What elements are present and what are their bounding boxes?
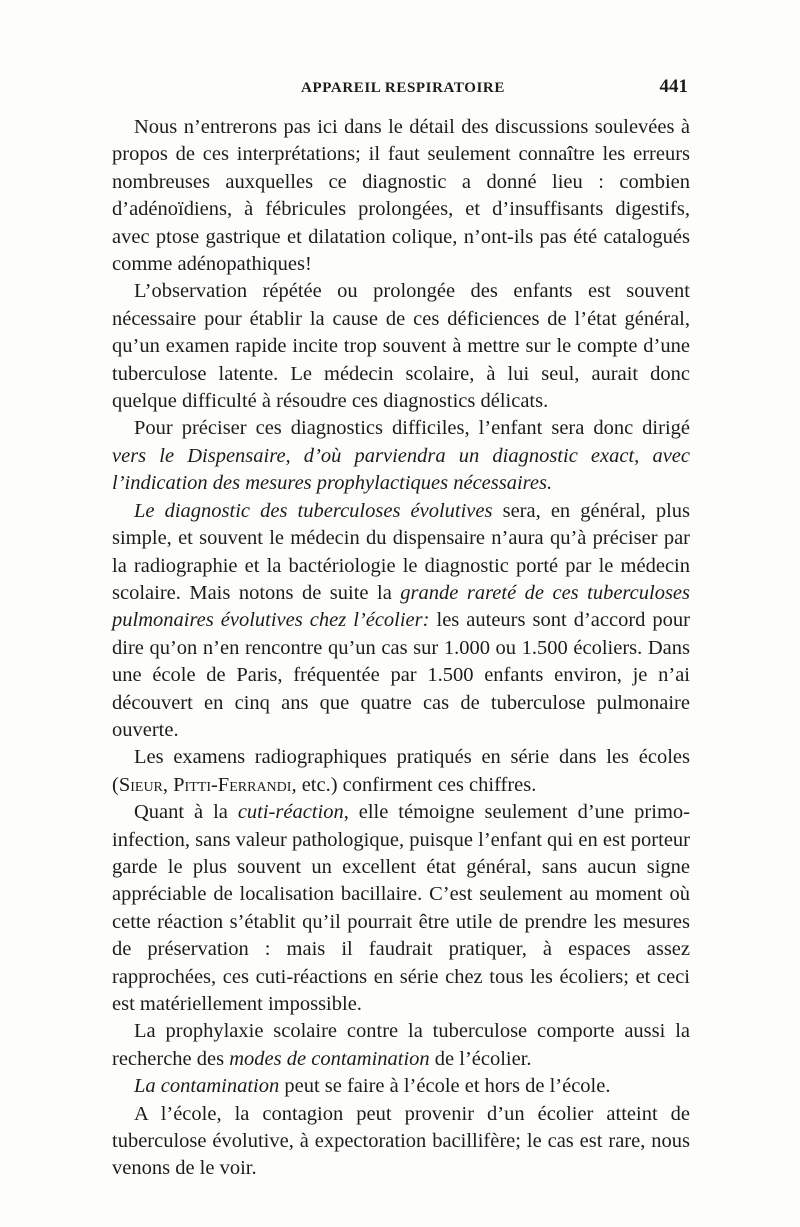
italic-text: grande rareté de ces tuberculoses pulmonaires évolutives chez l’écolier: [112,581,690,632]
text-run: sera, en général, plus simple, et souvent le médecin du dispensaire n’aura qu’à préciser par la radiographie et la bactériologie le diagnostic porté par le médecin scolaire. Mais notons de suite la [112,499,690,604]
italic-text: Le diagnostic des tuberculoses évolutives [134,499,493,522]
paragraph [112,1018,690,1073]
italic-text: La contamination [134,1075,280,1098]
text-run: les auteurs sont d’accord pour dire qu’on n’en rencontre qu’un cas sur 1.000 ou 1.500 écoliers. Dans une école de Paris, fréquentée par 1.500 enfants environ, je n’ai découvert en cinq ans que quatre cas de tuberculose pulmonaire ouverte. [112,609,691,741]
text-run: La prophylaxie scolaire contre la tuberculose comporte aussi la recherche des [112,1020,690,1070]
running-head [118,78,688,102]
paragraph [112,278,690,415]
text-run: , [162,773,174,796]
italic-text: vers le Dispensaire, d’où parviendra un diagnostic exact, avec l’indication des mesures prophylactiques nécessaires. [112,444,690,495]
running-title: APPAREIL RESPIRATOIRE [301,80,505,96]
italic-text: modes de contamination [229,1047,430,1070]
author-name: Sieur [118,773,163,796]
paragraph [112,1101,690,1183]
text-run: A l’école, la contagion peut provenir d’un écolier atteint de tuberculose évolutive, à expectoration bacillifère; le cas est rare, nous venons de le voir. [112,1102,690,1180]
italic-text: cuti-réaction [237,801,344,824]
text-run: Nous n’entrerons pas ici dans le détail des discussions soulevées à propos de ces interprétations; il faut seulement connaître les erreurs nombreuses auxquelles ce diagnostic a donné lieu : combien d’adénoïdiens, à fébricules prolongées, et d’insuffisants digestifs, avec ptose gastrique et dilatation colique, n’ont-ils pas été catalogués comme adénopathiques! [112,116,690,276]
text-run: Quant à la [134,801,238,824]
body-text [112,114,690,1183]
text-run: Les examens radiographiques pratiqués en série dans les écoles ( [112,746,690,796]
paragraph [112,799,690,1018]
author-name: Pitti-Ferrandi [173,773,292,796]
page-number: 441 [659,76,688,97]
text-run: , etc.) confirment ces chiffres. [291,773,537,796]
paragraph [112,415,690,497]
text-run: , elle témoigne seulement d’une primo-infection, sans valeur pathologique, puisque l’enfant qui en est porteur garde le plus souvent un excellent état général, sans aucun signe appréciable de localisation bacillaire. C’est seulement au moment où cette réaction s’établit qu’il pourrait être utile de prendre les mesures de préservation : mais il faudrait pratiquer, à espaces assez rapprochées, ces cuti-réactions en série chez tous les écoliers; et ceci est matériellement impossible. [112,801,690,1015]
paragraph [112,744,690,799]
text-run: L’observation répétée ou prolongée des enfants est souvent nécessaire pour établir la cause de ces déficiences de l’état général, qu’un examen rapide incite trop souvent à mettre sur le compte d’une tuberculose latente. Le médecin scolaire, à lui seul, aurait donc quelque difficulté à résoudre ces diagnostics délicats. [112,280,690,413]
paragraph [112,1073,690,1100]
text-run: Pour préciser ces diagnostics difficiles, l’enfant sera donc dirigé [134,417,690,440]
paragraph [112,498,690,745]
text-run: de l’écolier. [429,1047,532,1070]
text-run: peut se faire à l’école et hors de l’école. [279,1075,611,1098]
paragraph [112,114,690,278]
